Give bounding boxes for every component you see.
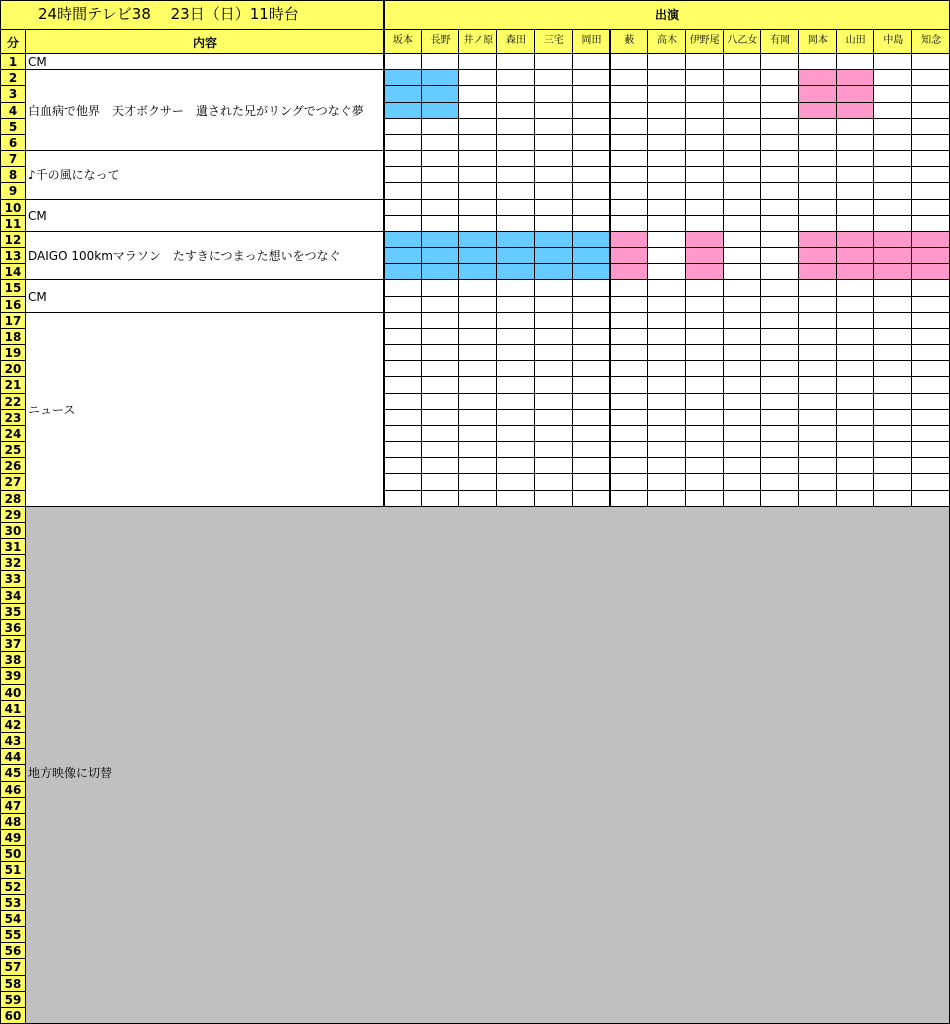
grid-line [384, 409, 950, 410]
grid-line [384, 425, 950, 426]
grid-line [0, 376, 26, 377]
grid-line [0, 797, 26, 798]
grid-line [0, 635, 26, 636]
grid-line [0, 182, 26, 183]
minute-label: 52 [4, 879, 22, 894]
grid-line [0, 279, 26, 280]
segment-title: CM [28, 289, 47, 304]
minute-label: 19 [4, 346, 22, 360]
grid-line [384, 393, 950, 394]
grid-line [0, 490, 26, 491]
grid-line [0, 263, 26, 264]
grid-line [0, 684, 26, 685]
appearance-mark [874, 232, 912, 281]
grid-line [0, 861, 26, 862]
grid-line [384, 215, 950, 216]
grid-line [384, 376, 950, 377]
minute-label: 15 [4, 281, 22, 296]
grid-line [384, 296, 950, 297]
grid-line [0, 393, 26, 394]
grid-line [0, 845, 26, 846]
minute-label: 39 [4, 669, 22, 684]
grid-line [0, 425, 26, 426]
minute-label: 45 [4, 766, 22, 781]
grid-line [0, 85, 26, 86]
grid-line [0, 958, 26, 959]
grid-line [0, 360, 26, 361]
grid-line [0, 296, 26, 297]
segment-title: ♪千の風になって [28, 168, 120, 183]
minute-label: 35 [4, 604, 22, 619]
grid-line [0, 829, 26, 830]
segment-title: 白血病で他界 天才ボクサー 遺された兄がリングでつなぐ夢 [28, 103, 364, 118]
appearance-mark [497, 232, 535, 281]
grid-line [0, 619, 26, 620]
regional-feed-block [26, 507, 950, 1024]
grid-line [0, 0, 1, 1024]
appearance-mark [384, 70, 422, 119]
grid-line [0, 732, 26, 733]
grid-line [384, 490, 950, 491]
minute-label: 10 [4, 200, 22, 215]
grid-line [0, 522, 26, 523]
grid-line [0, 975, 26, 976]
segment-title: ニュース [28, 402, 76, 417]
member-name: 長野 [430, 35, 451, 46]
grid-line [26, 199, 384, 200]
grid-line [0, 878, 26, 879]
minute-label: 51 [4, 863, 22, 878]
grid-line [383, 0, 385, 507]
grid-line [384, 360, 950, 361]
grid-line [0, 231, 26, 232]
grid-line [0, 1007, 26, 1008]
appearance-mark [535, 232, 573, 281]
minute-label: 40 [4, 685, 22, 700]
grid-line [0, 247, 26, 248]
grid-line [384, 166, 950, 167]
member-name: 三宅 [543, 35, 564, 46]
minute-label: 41 [4, 701, 22, 716]
grid-line [0, 554, 26, 555]
grid-line [26, 312, 384, 313]
grid-line [0, 942, 26, 943]
grid-line [0, 473, 26, 474]
grid-line [0, 312, 26, 313]
grid-line [0, 667, 26, 668]
segment-cell [26, 313, 384, 507]
grid-line [384, 150, 950, 151]
minute-label: 11 [4, 216, 22, 231]
minute-label: 23 [4, 410, 22, 425]
minute-label: 4 [8, 103, 18, 118]
grid-line [0, 53, 950, 54]
grid-line [0, 781, 26, 782]
grid-line [384, 263, 950, 264]
member-name: 伊野尾 [689, 35, 720, 46]
member-name: 井ノ原 [463, 35, 494, 46]
segment-title: CM [28, 208, 47, 223]
appearance-mark [912, 232, 950, 281]
member-name: 有岡 [770, 35, 791, 46]
minute-label: 54 [4, 911, 22, 926]
grid-line [0, 926, 26, 927]
grid-line [0, 69, 26, 70]
grid-line [384, 118, 950, 119]
segment-cell [26, 200, 384, 232]
appearance-mark [422, 232, 460, 281]
grid-line [0, 150, 26, 151]
grid-line [0, 538, 26, 539]
grid-line [0, 215, 26, 216]
grid-line [0, 603, 26, 604]
minute-label: 6 [8, 135, 18, 150]
grid-line [0, 441, 26, 442]
member-name: 薮 [624, 35, 635, 46]
minute-label: 58 [4, 976, 22, 991]
minute-label: 50 [4, 847, 22, 862]
minute-label: 27 [4, 475, 22, 490]
grid-line [384, 344, 950, 345]
member-name: 森田 [506, 35, 527, 46]
minute-label: 5 [8, 119, 18, 134]
grid-line [0, 894, 26, 895]
minute-label: 36 [4, 620, 22, 635]
grid-line [26, 279, 384, 280]
grid-line [384, 506, 950, 507]
segment-title: DAIGO 100kmマラソン たすきにつまった想いをつなぐ [28, 249, 341, 264]
minute-label: 32 [4, 556, 22, 571]
grid-line [384, 312, 950, 313]
appearance-mark [799, 232, 837, 281]
member-name: 知念 [921, 35, 942, 46]
grid-line [0, 0, 950, 1]
grid-line [0, 716, 26, 717]
segment-title: 地方映像に切替 [28, 766, 113, 781]
minute-label: 20 [4, 362, 22, 377]
grid-line [0, 29, 950, 30]
minute-label: 18 [4, 329, 22, 344]
minute-label: 12 [4, 232, 22, 247]
appearance-mark [610, 232, 648, 281]
grid-line [25, 29, 26, 1024]
minute-label: 57 [4, 960, 22, 975]
performers-header: 出演 [654, 8, 679, 22]
minute-label: 53 [4, 895, 22, 910]
grid-line [0, 102, 26, 103]
segment-cell [26, 54, 384, 70]
grid-line [0, 118, 26, 119]
minute-label: 43 [4, 734, 22, 748]
grid-line [0, 199, 26, 200]
minute-label: 37 [4, 637, 22, 651]
grid-line [384, 102, 950, 103]
grid-line [0, 764, 26, 765]
grid-line [26, 506, 384, 507]
grid-line [384, 182, 950, 183]
minute-label: 55 [4, 928, 22, 943]
minute-label: 16 [4, 297, 22, 312]
member-name: 坂本 [392, 35, 413, 46]
grid-line [384, 134, 950, 135]
grid-line [0, 328, 26, 329]
minute-label: 28 [4, 491, 22, 506]
grid-line [0, 457, 26, 458]
minute-label: 8 [8, 168, 18, 183]
grid-line [384, 231, 950, 232]
member-name: 岡田 [581, 35, 602, 46]
grid-line [26, 69, 384, 70]
grid-line [384, 441, 950, 442]
member-name: 山田 [845, 35, 866, 46]
grid-line [0, 506, 26, 507]
sheet-title: 24時間テレビ38 23日（日）11時台 [38, 5, 299, 23]
grid-line [0, 813, 26, 814]
grid-line [0, 409, 26, 410]
minute-label: 49 [4, 831, 22, 846]
segment-cell [26, 280, 384, 312]
minute-label: 9 [8, 184, 18, 199]
grid-line [0, 344, 26, 345]
minute-label: 13 [4, 249, 22, 263]
minute-label: 14 [4, 265, 22, 280]
grid-line [384, 85, 950, 86]
member-name: 岡本 [807, 35, 828, 46]
appearance-mark [422, 70, 460, 119]
minute-label: 59 [4, 992, 22, 1007]
appearance-mark [573, 232, 611, 281]
grid-line [384, 199, 950, 200]
minute-label: 21 [4, 378, 22, 393]
minute-label: 48 [4, 814, 22, 829]
appearance-mark [837, 232, 875, 281]
minute-label: 17 [4, 313, 22, 328]
appearance-mark [799, 70, 837, 119]
minute-label: 34 [4, 588, 22, 603]
grid-line [384, 247, 950, 248]
grid-line [26, 150, 384, 151]
minute-label: 25 [4, 443, 22, 457]
grid-line [384, 279, 950, 280]
minute-label: 31 [4, 540, 22, 554]
minute-label: 44 [4, 750, 22, 765]
grid-line [0, 587, 26, 588]
grid-line [384, 473, 950, 474]
grid-line [384, 69, 950, 70]
grid-line [0, 166, 26, 167]
grid-line [384, 328, 950, 329]
minute-header: 分 [6, 36, 19, 50]
content-header: 内容 [192, 36, 217, 50]
appearance-mark [384, 232, 422, 281]
minute-label: 1 [8, 55, 18, 69]
segment-title: CM [28, 55, 47, 70]
minute-label: 42 [4, 717, 22, 732]
minute-label: 3 [8, 87, 18, 102]
grid-line [0, 991, 26, 992]
grid-line [0, 651, 26, 652]
member-name: 中島 [883, 35, 904, 46]
grid-line [0, 134, 26, 135]
grid-line [0, 910, 26, 911]
minute-label: 30 [4, 523, 22, 538]
minute-label: 26 [4, 459, 22, 474]
minute-label: 2 [8, 71, 18, 86]
appearance-mark [686, 232, 724, 281]
minute-label: 38 [4, 653, 22, 668]
appearance-mark [837, 70, 875, 119]
minute-label: 56 [4, 944, 22, 959]
grid-line [0, 700, 26, 701]
minute-label: 47 [4, 798, 22, 813]
minute-label: 22 [4, 394, 22, 409]
minute-label: 33 [4, 572, 22, 587]
minute-label: 46 [4, 782, 22, 797]
grid-line [0, 748, 26, 749]
minute-label: 24 [4, 426, 22, 441]
grid-line [0, 570, 26, 571]
minute-label: 29 [4, 507, 22, 522]
grid-line [26, 231, 384, 232]
grid-line [384, 457, 950, 458]
appearance-mark [459, 232, 497, 281]
member-name: 高木 [656, 35, 677, 46]
minute-label: 60 [4, 1008, 22, 1023]
minute-label: 7 [8, 152, 18, 166]
member-name: 八乙女 [727, 35, 758, 46]
